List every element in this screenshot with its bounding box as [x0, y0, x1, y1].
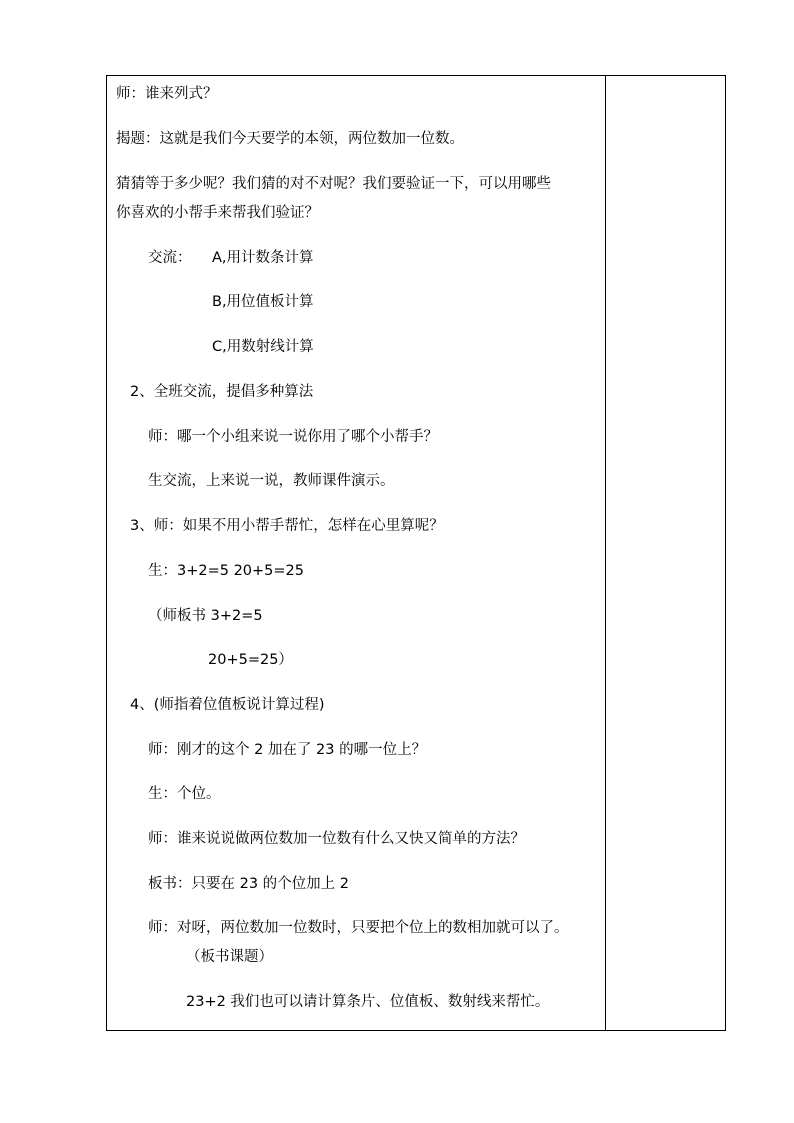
line-board-rule: 板书：只要在 23 的个位加上 2: [148, 876, 350, 892]
line-board-title: （板书课题）: [186, 949, 273, 965]
line-step-4: 4、(师指着位值板说计算过程): [130, 697, 325, 713]
line-exchange-label: 交流：: [148, 250, 192, 266]
line-teacher-ask-equation: 师：谁来列式？: [116, 86, 218, 102]
line-teacher-which-place: 师：刚才的这个 2 加在了 23 的哪一位上？: [148, 742, 427, 758]
line-option-b: B,用位值板计算: [212, 294, 314, 310]
line-board-2: 20+5=25）: [208, 652, 293, 668]
line-reveal-topic: 揭题：这就是我们今天要学的本领，两位数加一位数。: [116, 131, 464, 147]
line-step-2: 2、全班交流，提倡多种算法: [130, 384, 314, 400]
line-teacher-which-group: 师：哪一个小组来说一说你用了哪个小帮手？: [148, 429, 438, 445]
line-guess-question: 猜猜等于多少呢？我们猜的对不对呢？我们要验证一下，可以用哪些: [116, 176, 551, 192]
line-closing: 23+2 我们也可以请计算条片、位值板、数射线来帮忙。: [186, 994, 550, 1010]
line-teacher-method: 师：谁来说说做两位数加一位数有什么又快又简单的方法？: [148, 831, 525, 847]
line-teacher-conclusion: 师：对呀，两位数加一位数时，只要把个位上的数相加就可以了。: [148, 920, 569, 936]
line-board-1: （师板书 3+2=5: [148, 608, 263, 624]
line-guess-question-cont: 你喜欢的小帮手来帮我们验证？: [116, 205, 319, 221]
line-step-3: 3、师：如果不用小帮手帮忙，怎样在心里算呢？: [130, 518, 444, 534]
line-student-ones: 生：个位。: [148, 786, 221, 802]
line-student-exchange: 生交流，上来说一说，教师课件演示。: [148, 473, 395, 489]
line-option-a: A,用计数条计算: [212, 250, 314, 266]
line-option-c: C,用数射线计算: [212, 339, 314, 355]
line-student-answer: 生：3+2=5 20+5=25: [148, 563, 305, 579]
table-column-divider: [605, 75, 606, 1031]
